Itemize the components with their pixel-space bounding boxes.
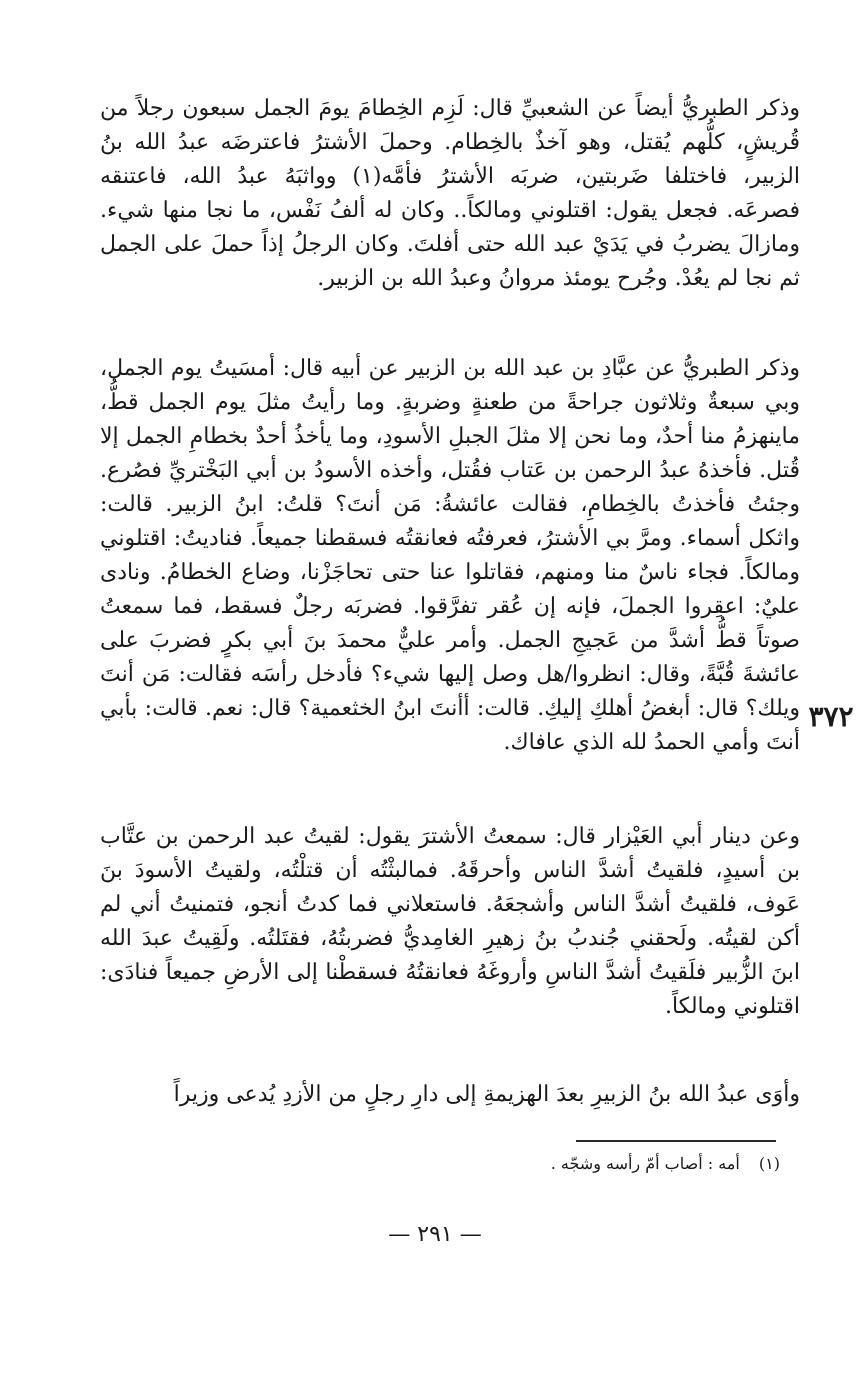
footnote	[380, 1152, 780, 1176]
paragraph-3: وعن دينار أبي العَيْزار قال: سمعتُ الأشترَ يقول: لقيتُ عبد الرحمن بن عتَّاب بن أسيدٍ، فلقيتُ أشدَّ الناس وأحرقَهُ. فمالبثْتُه أن قتلْتُه، ولقيتُ الأسودَ بنَ عَوف، فلقيتُ أشدَّ الناس وأشجعَهُ. فاستعلاني فما كدتُ أنجو، فتمنيتُ أني لم أكن لقيتُه. ولَحقني جُندبُ بنُ زهيرِ الغامِديُّ فضربتُهُ، فقتَلتُه. ولَقِيتُ عبدَ الله ابنَ الزُّبير فلَقيتُ أشدَّ الناسِ وأروغَهُ فعانقتُهُ فسقطْنا إلى الأرضِ جميعاً فنادَى: اقتلوني ومالكاً.	[100, 824, 800, 1019]
footnote-number: (١)	[758, 1154, 780, 1173]
page-number: — ٢٩١ —	[388, 1222, 482, 1247]
margin-page-reference: ٣٧٢	[808, 700, 854, 733]
paragraph-4: وأوَى عبدُ الله بنُ الزبيرِ بعدَ الهزيمةِ إلى دارِ رجلٍ من الأزدِ يُدعى وزيراً	[173, 1082, 800, 1107]
paragraph-1: وذكر الطبريُّ أيضاً عن الشعبيِّ قال: لَزِم الخِطامَ يومَ الجمل سبعون رجلاً من قُريشٍ، كلُّهم يُقتل، وهو آخذٌ بالخِطام. وحملَ الأشترُ فاعترضَه عبدُ الله بنُ الزبير، فاختلفا ضَربتين، ضربَه الأشترُ فأمَّه(١) وواثبَهُ عبدُ الله، فاعتنقه فصرعَه. فجعل يقول: اقتلوني ومالكاً.. وكان له ألفُ نَفْس، ما نجا منها شيء. ومازالَ يضربُ في يَدَيْ عبد الله حتى أفلتَ. وكان الرجلُ إذاً حملَ على الجمل ثم نجا لم يعُدْ. وجُرح يومئذ مروانُ وعبدُ الله بن الزبير.	[100, 96, 800, 291]
footnote-divider	[576, 1140, 776, 1142]
paragraph-2: وذكر الطبريُّ عن عبَّادِ بن عبد الله بن الزبير عن أبيه قال: أمسَيتُ يوم الجمل، وبي سبعةٌ وثلاثون جراحةً من طعنةٍ وضربةٍ. وما رأيتُ مثلَ يوم الجمل قطُّ، ماينهزمُ منا أحدٌ، وما نحن إلا مثلَ الجبلِ الأسودِ، وما يأخذُ أحدٌ بخطامِ الجمل إلا قُتل. فأخذهُ عبدُ الرحمن بن عَتاب فقُتل، وأخذه الأسودُ بن أبي البَخْتريِّ فصُرع. وجئتُ فأخذتُ بالخِطامِ، فقالت عائشةُ: مَن أنتَ؟ قلتُ: ابنُ الزبير. قالت: واثكل أسماء. ومرَّ بي الأشترُ، فعرفتُه فعانقتُه فسقطنا جميعاً. فناديتُ: اقتلوني ومالكاً. فجاء ناسٌ منا ومنهم، فقاتلوا عنا حتى تحاجَزْنا، وضاع الخطامُ. ونادى عليٌ: اعقِروا الجملَ، فإنه إن عُقر تفرَّقوا. فضربَه رجلٌ فسقط، فما سمعتُ صوتاً قطُّ أشدَّ من عَجيجِ الجمل. وأمر عليٌّ محمدَ بنَ أبي بكرٍ فضربَ على عائشةَ قُبَّةً، وقال: انظروا/هل وصل إليها شيء؟ فأدخل رأسَه فقالت: مَن أنتَ ويلك؟ قال: أبغضُ أهلكِ إليكِ. قالت: أأنتَ ابنُ الخثعمية؟ قال: نعم. قالت: بأبي أنتَ وأمي الحمدُ لله الذي عافاك.	[100, 356, 800, 755]
footnote-text: أمه : أصاب أمّ رأسه وشجّه .	[550, 1154, 740, 1173]
